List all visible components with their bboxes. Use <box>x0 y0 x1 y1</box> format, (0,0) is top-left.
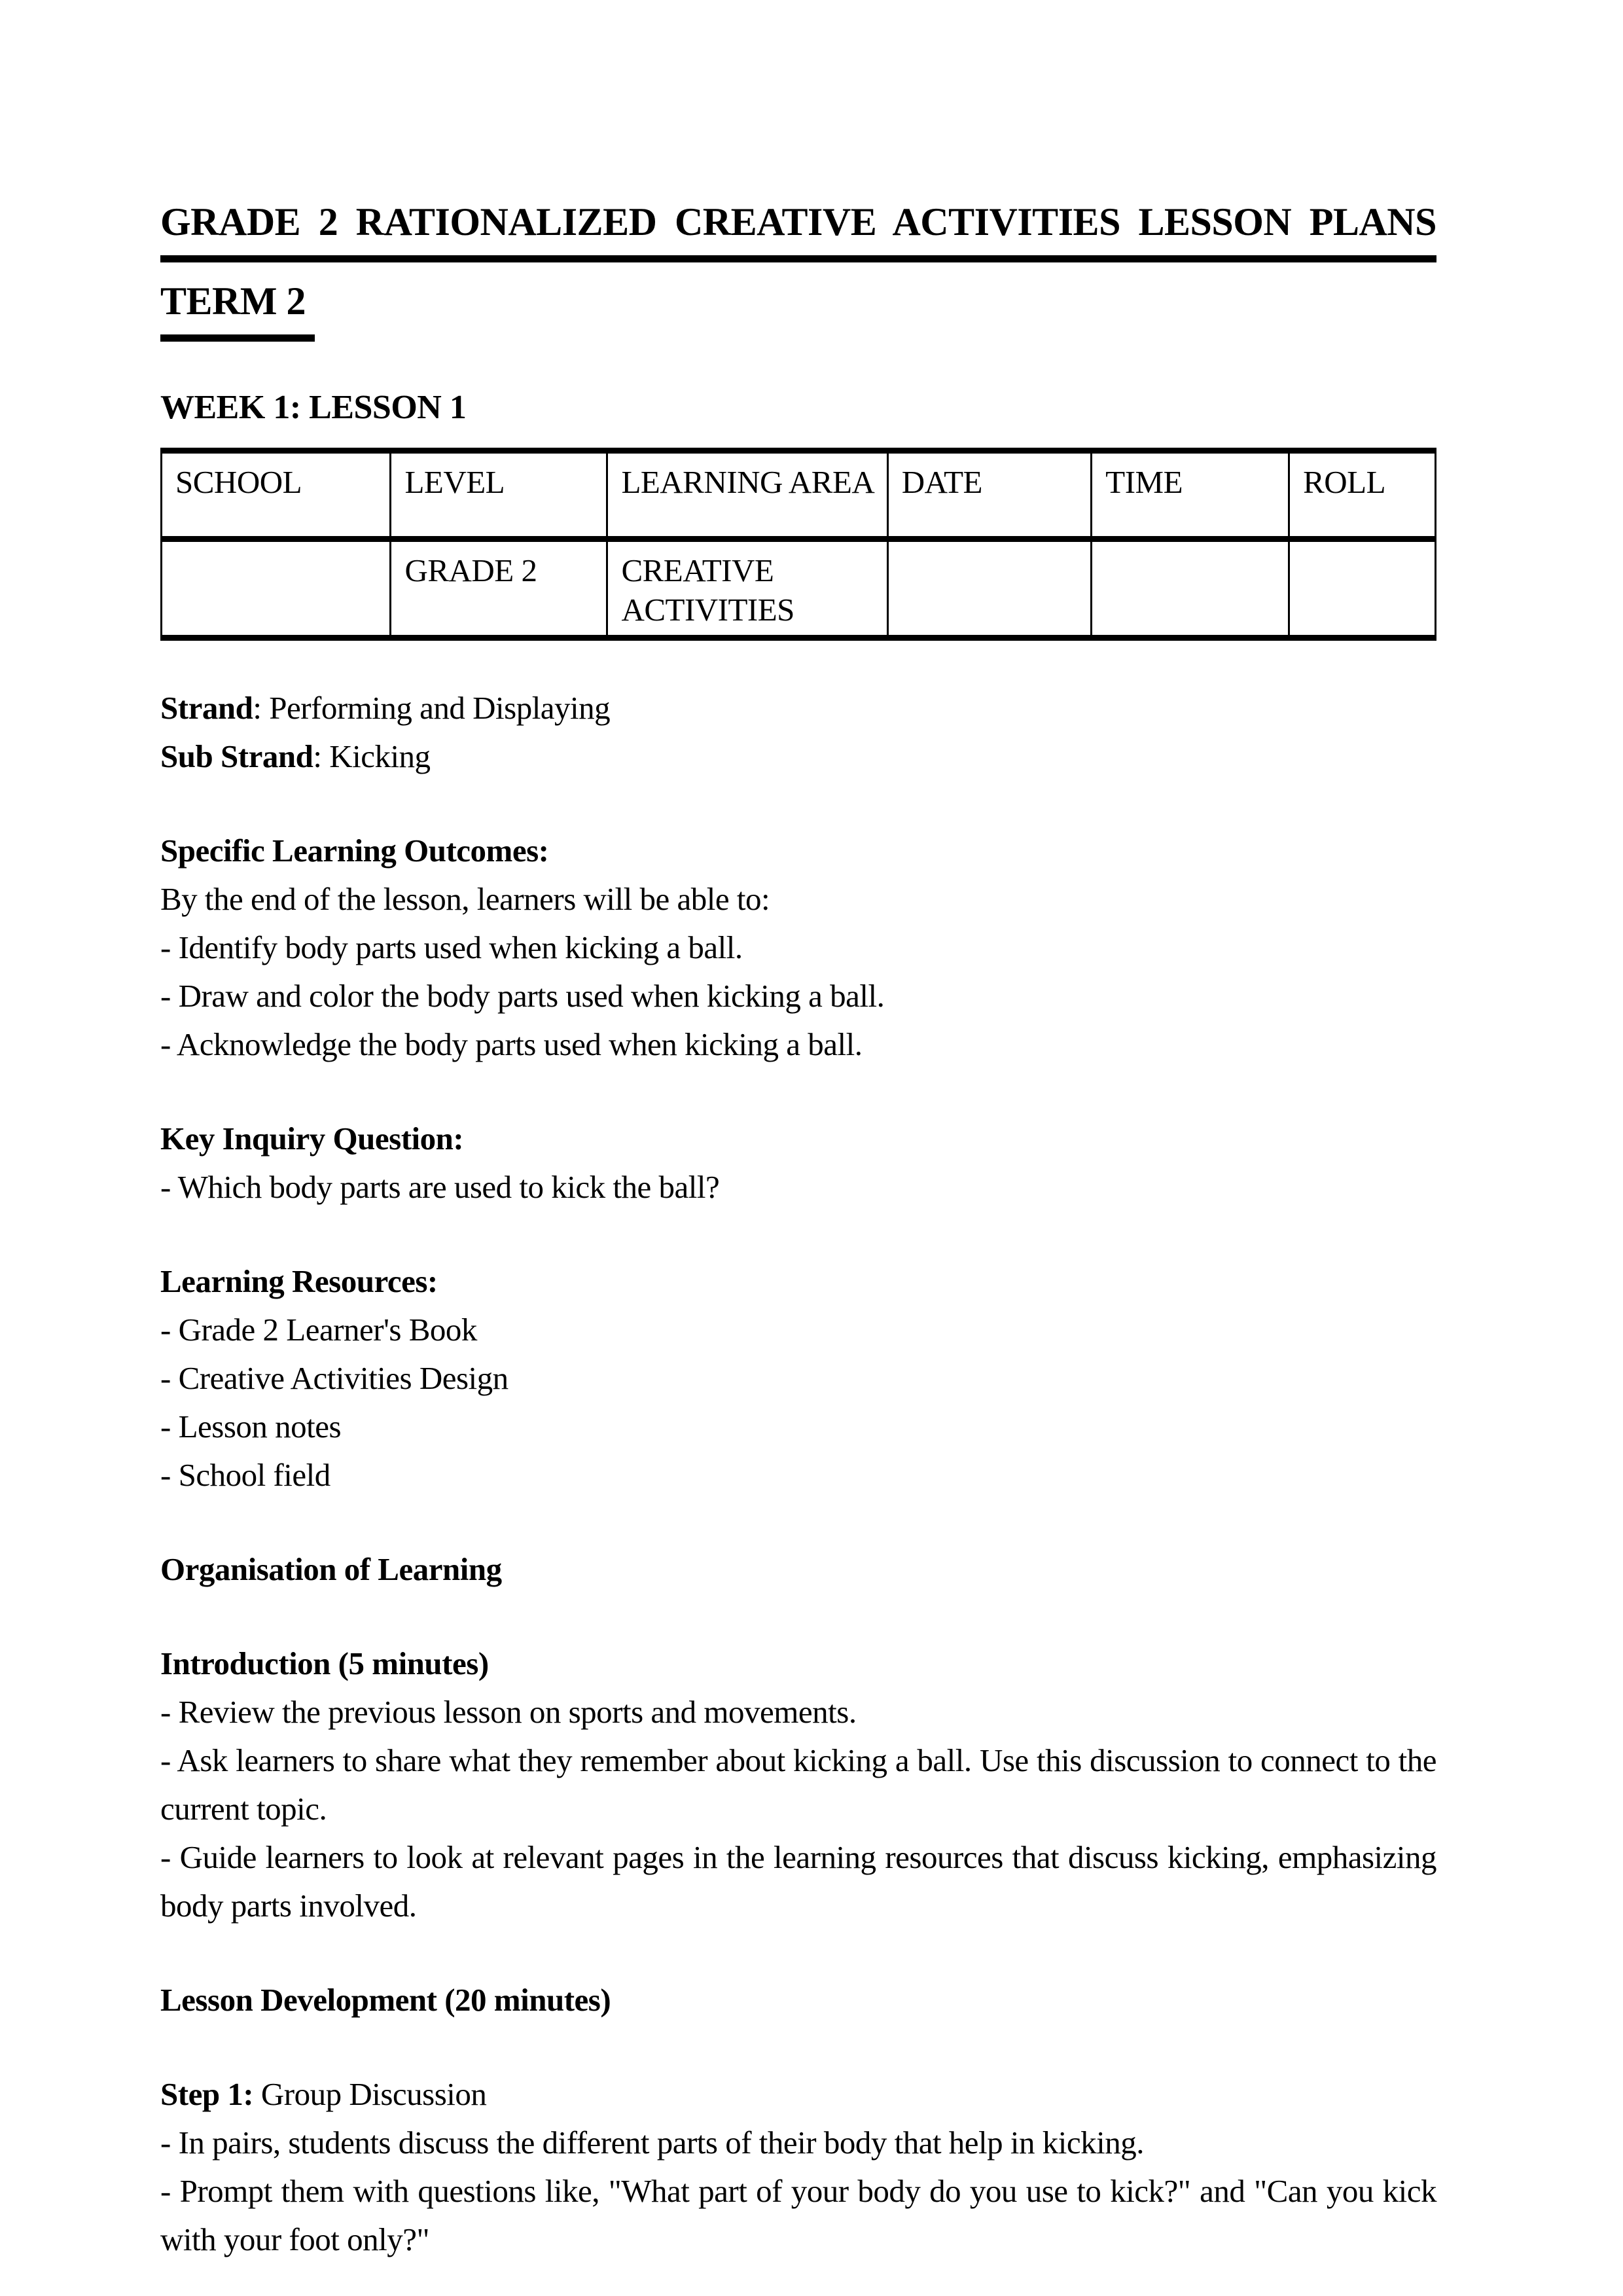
resources-item: - School field <box>160 1457 330 1493</box>
outcomes-item: - Identify body parts used when kicking a ball. <box>160 929 743 965</box>
cell-level-value: GRADE 2 <box>391 539 607 638</box>
header-cell-school: SCHOOL <box>162 451 391 539</box>
strand-value: : Performing and Displaying <box>253 690 611 726</box>
strand-label: Strand <box>160 690 253 726</box>
cell-roll-value <box>1289 539 1436 638</box>
organisation-of-learning-heading <box>160 1545 1436 1594</box>
introduction-heading: Introduction (5 minutes) <box>160 1645 489 1681</box>
step1-section <box>160 2070 1436 2264</box>
step1-heading-line <box>160 2070 1436 2119</box>
cell-school-value <box>162 539 391 638</box>
cell-date-value <box>887 539 1092 638</box>
sub-strand-line <box>160 732 1436 781</box>
step1-paragraph: - In pairs, students discuss the different parts of their body that help in kicking. <box>160 2125 1145 2161</box>
key-inquiry-section <box>160 1115 1436 1211</box>
document-title-line1: GRADE 2 RATIONALIZED CREATIVE ACTIVITIES LESSON PLANS <box>160 195 1436 262</box>
document-title-line2 <box>160 274 1436 342</box>
step1-paragraph: - Prompt them with questions like, "What part of your body do you use to kick?" and "Can you kick with your foot only?" <box>160 2173 1436 2257</box>
header-cell-level: LEVEL <box>391 451 607 539</box>
lesson-development-heading: Lesson Development (20 minutes) <box>160 1982 611 2018</box>
header-cell-learning-area: LEARNING AREA <box>607 451 887 539</box>
outcomes-heading: Specific Learning Outcomes: <box>160 833 549 869</box>
inquiry-item: - Which body parts are used to kick the ball? <box>160 1169 720 1205</box>
week-lesson-heading: WEEK 1: LESSON 1 <box>160 389 467 426</box>
lesson-info-table <box>160 448 1436 641</box>
strand-section <box>160 684 1436 781</box>
resources-heading: Learning Resources: <box>160 1263 438 1299</box>
sub-strand-value: : Kicking <box>313 738 431 774</box>
strand-line <box>160 684 1436 732</box>
learning-resources-section <box>160 1257 1436 1499</box>
outcomes-item: - Acknowledge the body parts used when kicking a ball. <box>160 1026 863 1062</box>
introduction-paragraph: - Guide learners to look at relevant pages in the learning resources that discuss kicking, emphasizing body parts involved. <box>160 1839 1436 1924</box>
organisation-heading: Organisation of Learning <box>160 1551 502 1587</box>
header-cell-date: DATE <box>887 451 1092 539</box>
document-title-term: TERM 2 <box>160 274 315 342</box>
outcomes-intro-line: By the end of the lesson, learners will be able to: <box>160 881 770 917</box>
introduction-section <box>160 1640 1436 1930</box>
document-title <box>160 195 1436 342</box>
step1-label: Step 1: <box>160 2076 254 2112</box>
sub-strand-label: Sub Strand <box>160 738 313 774</box>
step1-title: Group Discussion <box>253 2076 487 2112</box>
table-data-row <box>162 539 1436 638</box>
lesson-development-heading-section <box>160 1976 1436 2024</box>
header-cell-time: TIME <box>1092 451 1289 539</box>
outcomes-item: - Draw and color the body parts used when kicking a ball. <box>160 978 885 1014</box>
resources-item: - Creative Activities Design <box>160 1360 508 1396</box>
specific-learning-outcomes-section <box>160 827 1436 1069</box>
introduction-paragraph: - Ask learners to share what they remember about kicking a ball. Use this discussion to connect to the current topic. <box>160 1742 1436 1827</box>
resources-item: - Grade 2 Learner's Book <box>160 1312 477 1348</box>
table-header-row <box>162 451 1436 539</box>
cell-learning-area-value: CREATIVE ACTIVITIES <box>607 539 887 638</box>
introduction-paragraph: - Review the previous lesson on sports and movements. <box>160 1694 857 1730</box>
cell-time-value <box>1092 539 1289 638</box>
inquiry-heading: Key Inquiry Question: <box>160 1121 464 1157</box>
resources-item: - Lesson notes <box>160 1408 342 1444</box>
header-cell-roll: ROLL <box>1289 451 1436 539</box>
